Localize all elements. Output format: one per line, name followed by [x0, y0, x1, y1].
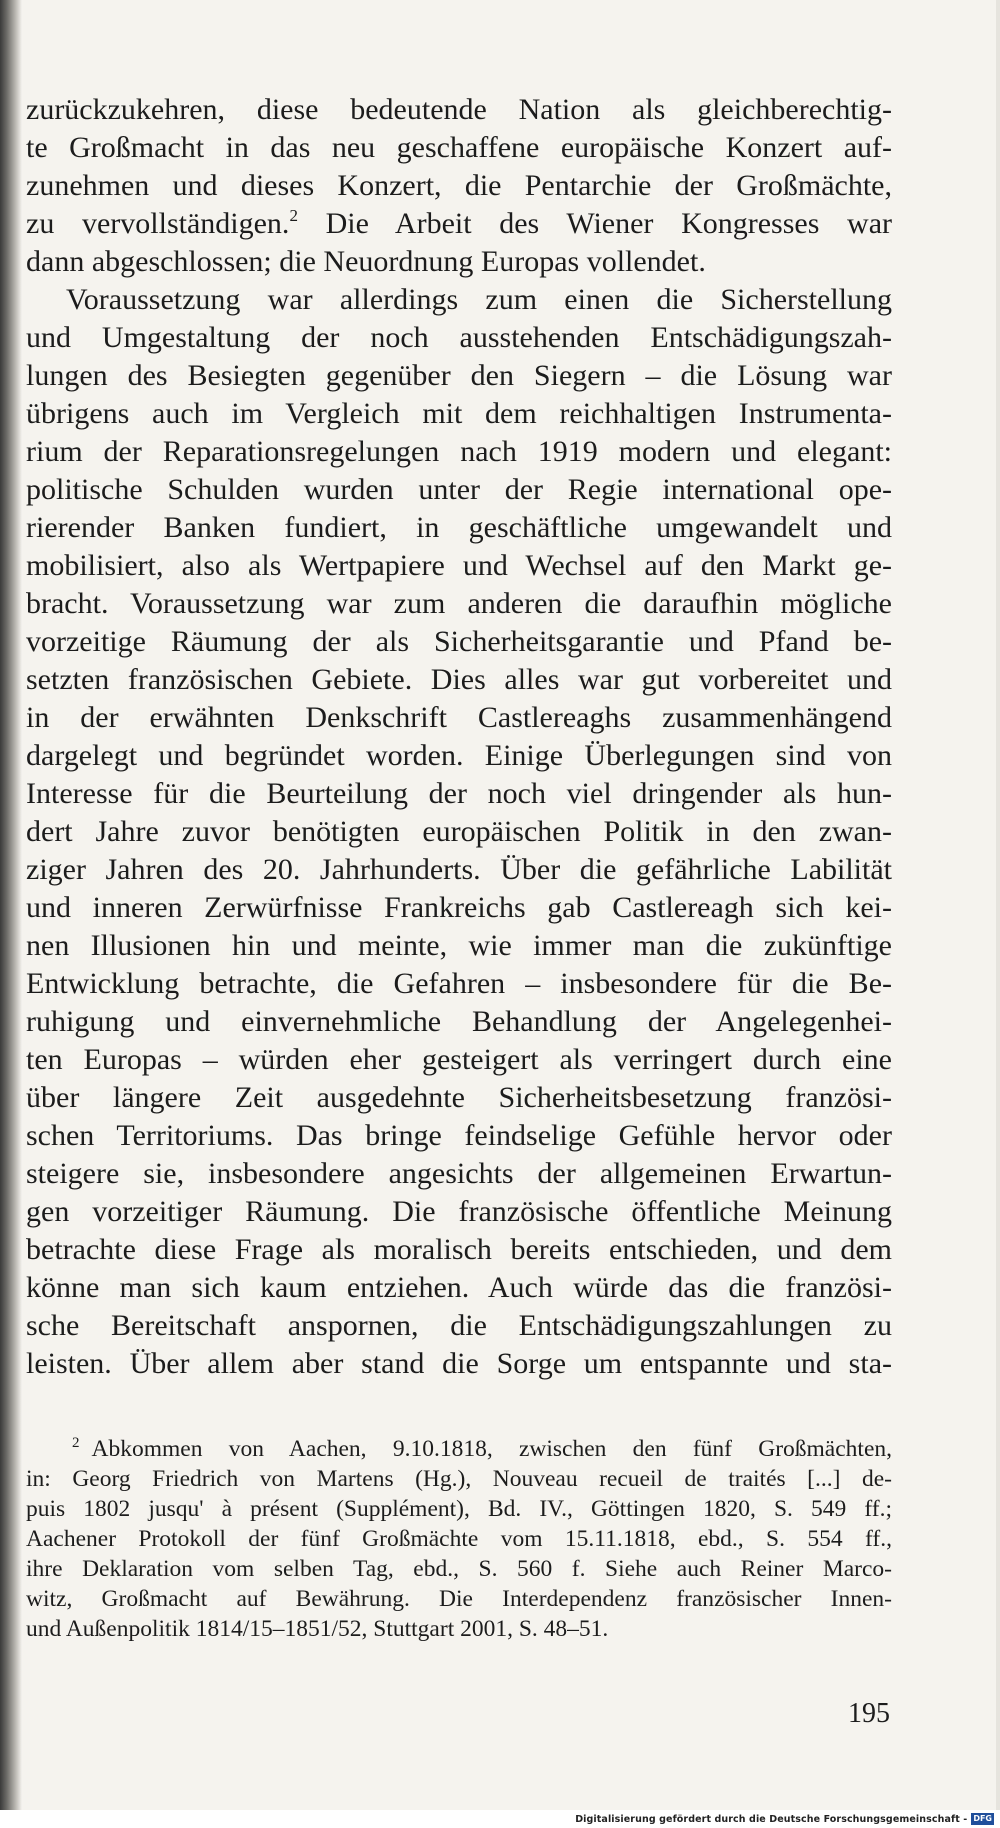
footnote	[26, 1434, 892, 1644]
text-line: und inneren Zerwürfnisse Frankreichs gab Castlereagh sich kei-	[26, 891, 892, 924]
text-line: vorzeitige Räumung der als Sicherheitsgarantie und Pfand be-	[26, 625, 892, 658]
text-line: zurückzukehren, diese bedeutende Nation als gleichberechtig-	[26, 93, 892, 126]
text-line: ten Europas – würden eher gesteigert als verringert durch eine	[26, 1043, 892, 1076]
footnote-line: witz, Großmacht auf Bewährung. Die Interdependenz französischer Innen-	[26, 1586, 892, 1612]
text-line: steigere sie, insbesondere angesichts der allgemeinen Erwartun-	[26, 1157, 892, 1190]
text-line: te Großmacht in das neu geschaffene europäische Konzert auf-	[26, 131, 892, 164]
text-line: Entwicklung betrachte, die Gefahren – insbesondere für die Be-	[26, 967, 892, 1000]
text-fragment: zu vervollständigen.	[26, 207, 290, 240]
text-line: lungen des Besiegten gegenüber den Siegern – die Lösung war	[26, 359, 892, 392]
text-line: in der erwähnten Denkschrift Castlereaghs zusammenhängend	[26, 701, 892, 734]
text-line: leisten. Über allem aber stand die Sorge um entspannte und sta-	[26, 1347, 892, 1380]
footnote-line	[26, 1434, 892, 1464]
credit-text: Digitalisierung gefördert durch die Deutsche Forschungsgemeinschaft -	[575, 1813, 968, 1825]
text-line-with-footnote	[26, 205, 892, 243]
text-line: setzten französischen Gebiete. Dies alles war gut vorbereitet und	[26, 663, 892, 696]
footnote-line: und Außenpolitik 1814/15–1851/52, Stuttgart 2001, S. 48–51.	[26, 1616, 609, 1642]
text-line: und Umgestaltung der noch ausstehenden Entschädigungszah-	[26, 321, 892, 354]
paragraph-start-line: Voraussetzung war allerdings zum einen die Sicherstellung	[66, 283, 892, 316]
text-line: dert Jahre zuvor benötigten europäischen Politik in den zwan-	[26, 815, 892, 848]
footnote-line: ihre Deklaration vom selben Tag, ebd., S. 560 f. Siehe auch Reiner Marco-	[26, 1556, 892, 1582]
text-fragment: Die Arbeit des Wiener Kongresses war	[325, 207, 893, 240]
text-line: mobilisiert, also als Wertpapiere und Wechsel auf den Markt ge-	[26, 549, 892, 582]
binding-shadow	[0, 0, 22, 1810]
text-line: könne man sich kaum entziehen. Auch würde das die französi-	[26, 1271, 892, 1304]
text-line: betrachte diese Frage als moralisch bereits entschieden, und dem	[26, 1233, 892, 1266]
text-line: ziger Jahren des 20. Jahrhunderts. Über die gefährliche Labilität	[26, 853, 892, 886]
text-line: bracht. Voraussetzung war zum anderen die daraufhin mögliche	[26, 587, 892, 620]
text-line: rium der Reparationsregelungen nach 1919 modern und elegant:	[26, 435, 892, 468]
footnote-reference: 2	[289, 206, 298, 225]
text-line: zunehmen und dieses Konzert, die Pentarchie der Großmächte,	[26, 169, 892, 202]
text-line: dann abgeschlossen; die Neuordnung Europas vollendet.	[26, 245, 706, 278]
dfg-logo: DFG	[973, 1814, 992, 1823]
digitization-credit	[575, 1810, 1000, 1828]
footnote-line: puis 1802 jusqu' à présent (Supplément), Bd. IV., Göttingen 1820, S. 549 ff.;	[26, 1496, 892, 1522]
text-line: politische Schulden wurden unter der Regie international ope-	[26, 473, 892, 506]
page-number: 195	[848, 1698, 890, 1729]
body-text	[26, 91, 892, 1383]
footnote-text: Abkommen von Aachen, 9.10.1818, zwischen den fünf Großmächten,	[91, 1436, 892, 1462]
footnote-line: in: Georg Friedrich von Martens (Hg.), Nouveau recueil de traités [...] de-	[26, 1466, 892, 1492]
text-line: gen vorzeitiger Räumung. Die französische öffentliche Meinung	[26, 1195, 892, 1228]
text-line: schen Territoriums. Das bringe feindselige Gefühle hervor oder	[26, 1119, 892, 1152]
footnote-line: Aachener Protokoll der fünf Großmächte vom 15.11.1818, ebd., S. 554 ff.,	[26, 1526, 892, 1552]
text-line: über längere Zeit ausgedehnte Sicherheitsbesetzung französi-	[26, 1081, 892, 1114]
text-line: übrigens auch im Vergleich mit dem reichhaltigen Instrumenta-	[26, 397, 892, 430]
footnote-marker: 2	[72, 1435, 80, 1451]
text-line: Interesse für die Beurteilung der noch viel dringender als hun-	[26, 777, 892, 810]
text-line: ruhigung und einvernehmliche Behandlung der Angelegenhei-	[26, 1005, 892, 1038]
text-line: sche Bereitschaft anspornen, die Entschädigungszahlungen zu	[26, 1309, 892, 1342]
text-line: dargelegt und begründet worden. Einige Überlegungen sind von	[26, 739, 892, 772]
text-line: rierender Banken fundiert, in geschäftliche umgewandelt und	[26, 511, 892, 544]
page-edge	[996, 0, 1000, 1810]
text-line: nen Illusionen hin und meinte, wie immer man die zukünftige	[26, 929, 892, 962]
